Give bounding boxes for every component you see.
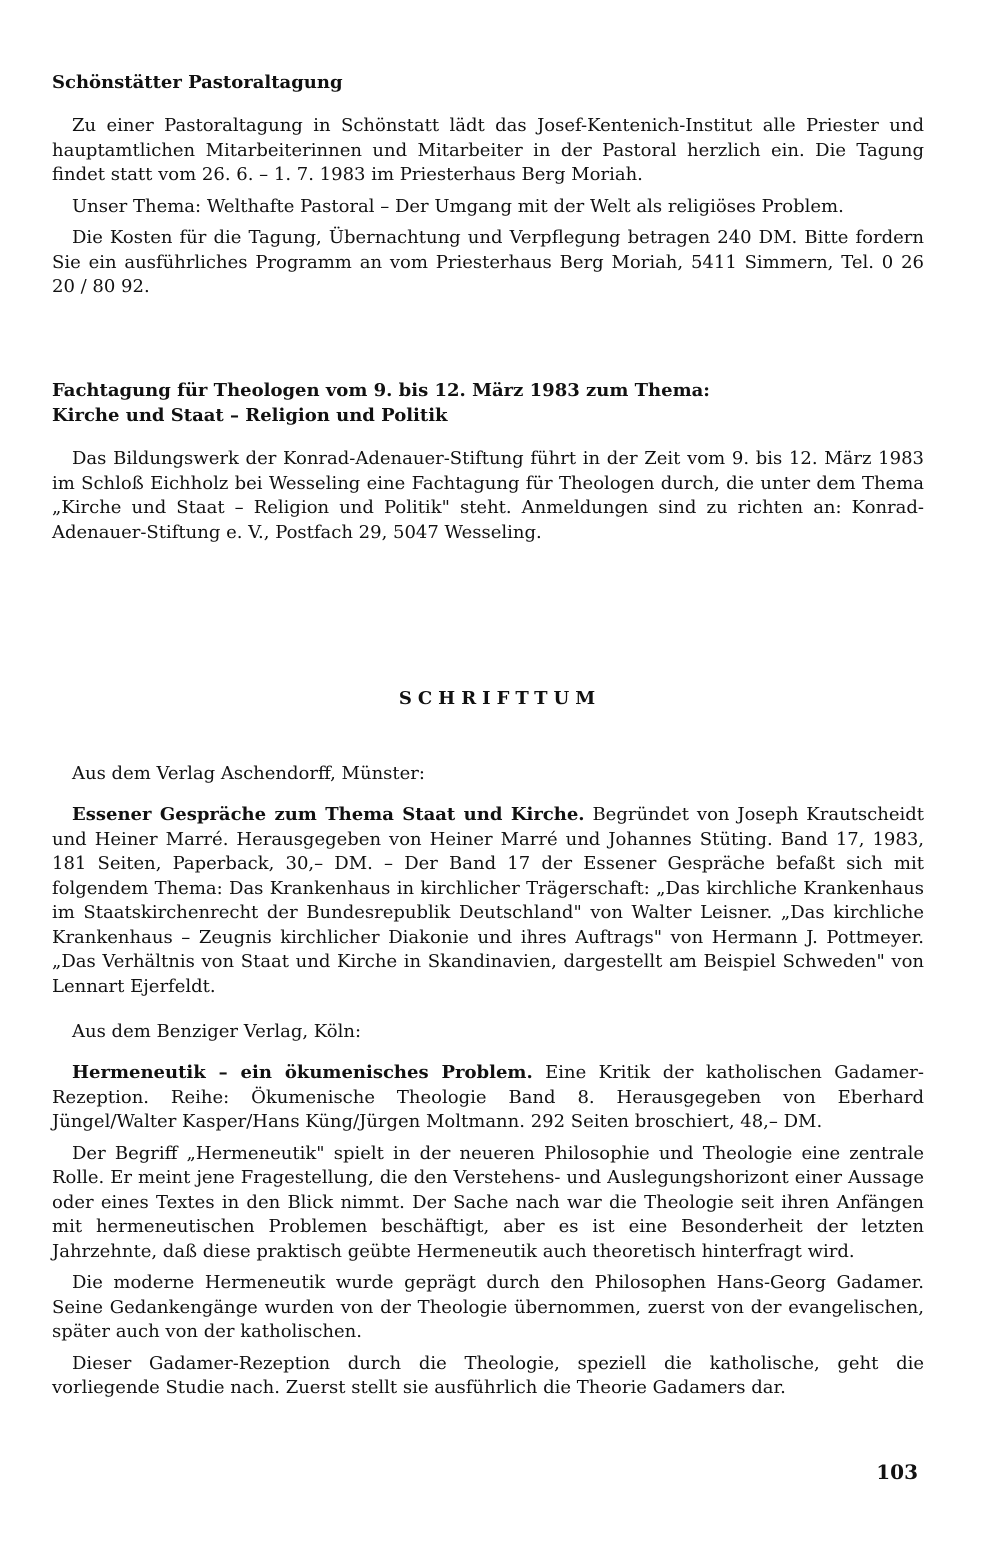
book-title: Essener Gespräche zum Thema Staat und Kirche. bbox=[72, 804, 585, 825]
section-heading: Schönstätter Pastoraltagung bbox=[52, 72, 343, 93]
paragraph: Die Kosten für die Tagung, Übernachtung und Verpflegung betragen 240 DM. Bitte fordern Sie ein ausführliches Programm an vom Priesterhaus Berg Moriah, 5411 Simmern, Tel. 0 26 20 / 80 92. bbox=[52, 227, 924, 297]
section-fachtagung bbox=[52, 378, 924, 552]
book-description: Begründet von Joseph Krautscheidt und Heiner Marré. Herausgegeben von Heiner Marré und Johannes Stüting. Band 17, 1983, 181 Seiten, Paperback, 30,– DM. – Der Band 17 der Essener Gespräche befaßt sich mit folgendem Thema: Das Krankenhaus in kirchlicher Trägerschaft: „Das kirchliche Krankenhaus im Staatskirchenrecht der Bundesrepublik Deutschland" von Walter Leisner. „Das kirchliche Krankenhaus – Zeugnis kirchlicher Diakonie und ihres Auftrags" von Hermann J. Pottmeyer. „Das Verhältnis von Staat und Kirche in Skandinavien, dargestellt am Beispiel Schweden" von Lennart Ejerfeldt. bbox=[52, 804, 924, 997]
page-number: 103 bbox=[876, 1460, 918, 1484]
section-heading: Fachtagung für Theologen vom 9. bis 12. März 1983 zum Thema: bbox=[52, 380, 710, 401]
paragraph: Unser Thema: Welthafte Pastoral – Der Umgang mit der Welt als religiöses Problem. bbox=[72, 195, 844, 217]
book-entry bbox=[52, 1061, 924, 1135]
book-title: Hermeneutik – ein ökumenisches Problem. bbox=[72, 1062, 533, 1083]
section-title-schrifttum: SCHRIFTTUM bbox=[398, 688, 602, 709]
paragraph: Die moderne Hermeneutik wurde geprägt durch den Philosophen Hans-Georg Gadamer. Seine Gedankengänge wurden von der Theologie übernommen, zuerst von der evangelischen, später auch von der katholischen. bbox=[52, 1272, 924, 1342]
section-pastoraltagung bbox=[52, 70, 924, 307]
paragraph: Dieser Gadamer-Rezeption durch die Theologie, speziell die katholische, geht die vorliegende Studie nach. Zuerst stellt sie ausführlich die Theorie Gadamers dar. bbox=[52, 1352, 924, 1398]
publisher-line: Aus dem Benziger Verlag, Köln: bbox=[72, 1021, 362, 1042]
section-subheading: Kirche und Staat – Religion und Politik bbox=[52, 405, 448, 426]
paragraph: Das Bildungswerk der Konrad-Adenauer-Stiftung führt in der Zeit vom 9. bis 12. März 1983 im Schloß Eichholz bei Wesseling eine Fachtagung für Theologen durch, die unter dem Thema „Kirche und Staat – Religion und Politik" steht. Anmeldungen sind zu richten an: Konrad-Adenauer-Stiftung e. V., Postfach 29, 5047 Wesseling. bbox=[52, 448, 924, 543]
book-description: Eine Kritik der katholischen Gadamer-Rezeption. Reihe: Ökumenische Theologie Band 8. Herausgegeben von Eberhard Jüngel/Walter Kasper/Hans Küng/Jürgen Moltmann. 292 Seiten broschiert, 48,– DM. bbox=[52, 1062, 924, 1132]
book-entry bbox=[52, 803, 924, 999]
paragraph: Der Begriff „Hermeneutik" spielt in der neueren Philosophie und Theologie eine zentrale Rolle. Er meint jene Fragestellung, die den Verstehens- und Auslegungshorizont einer Aussage oder eines Textes in den Blick nimmt. Der Sache nach war die Theologie seit ihren Anfängen mit hermeneutischen Problemen beschäftigt, aber es ist eine Besonderheit der letzten Jahrzehnte, daß diese praktisch geübte Hermeneutik auch theoretisch hinterfragt wird. bbox=[52, 1142, 924, 1262]
publisher-line: Aus dem Verlag Aschendorff, Münster: bbox=[72, 763, 425, 784]
paragraph: Zu einer Pastoraltagung in Schönstatt lädt das Josef-Kentenich-Institut alle Priester und hauptamtlichen Mitarbeiterinnen und Mitarbeiter in der Pastoral herzlich ein. Die Tagung findet statt vom 26. 6. – 1. 7. 1983 im Priesterhaus Berg Moriah. bbox=[52, 115, 924, 185]
section-schrifttum bbox=[52, 762, 924, 1408]
